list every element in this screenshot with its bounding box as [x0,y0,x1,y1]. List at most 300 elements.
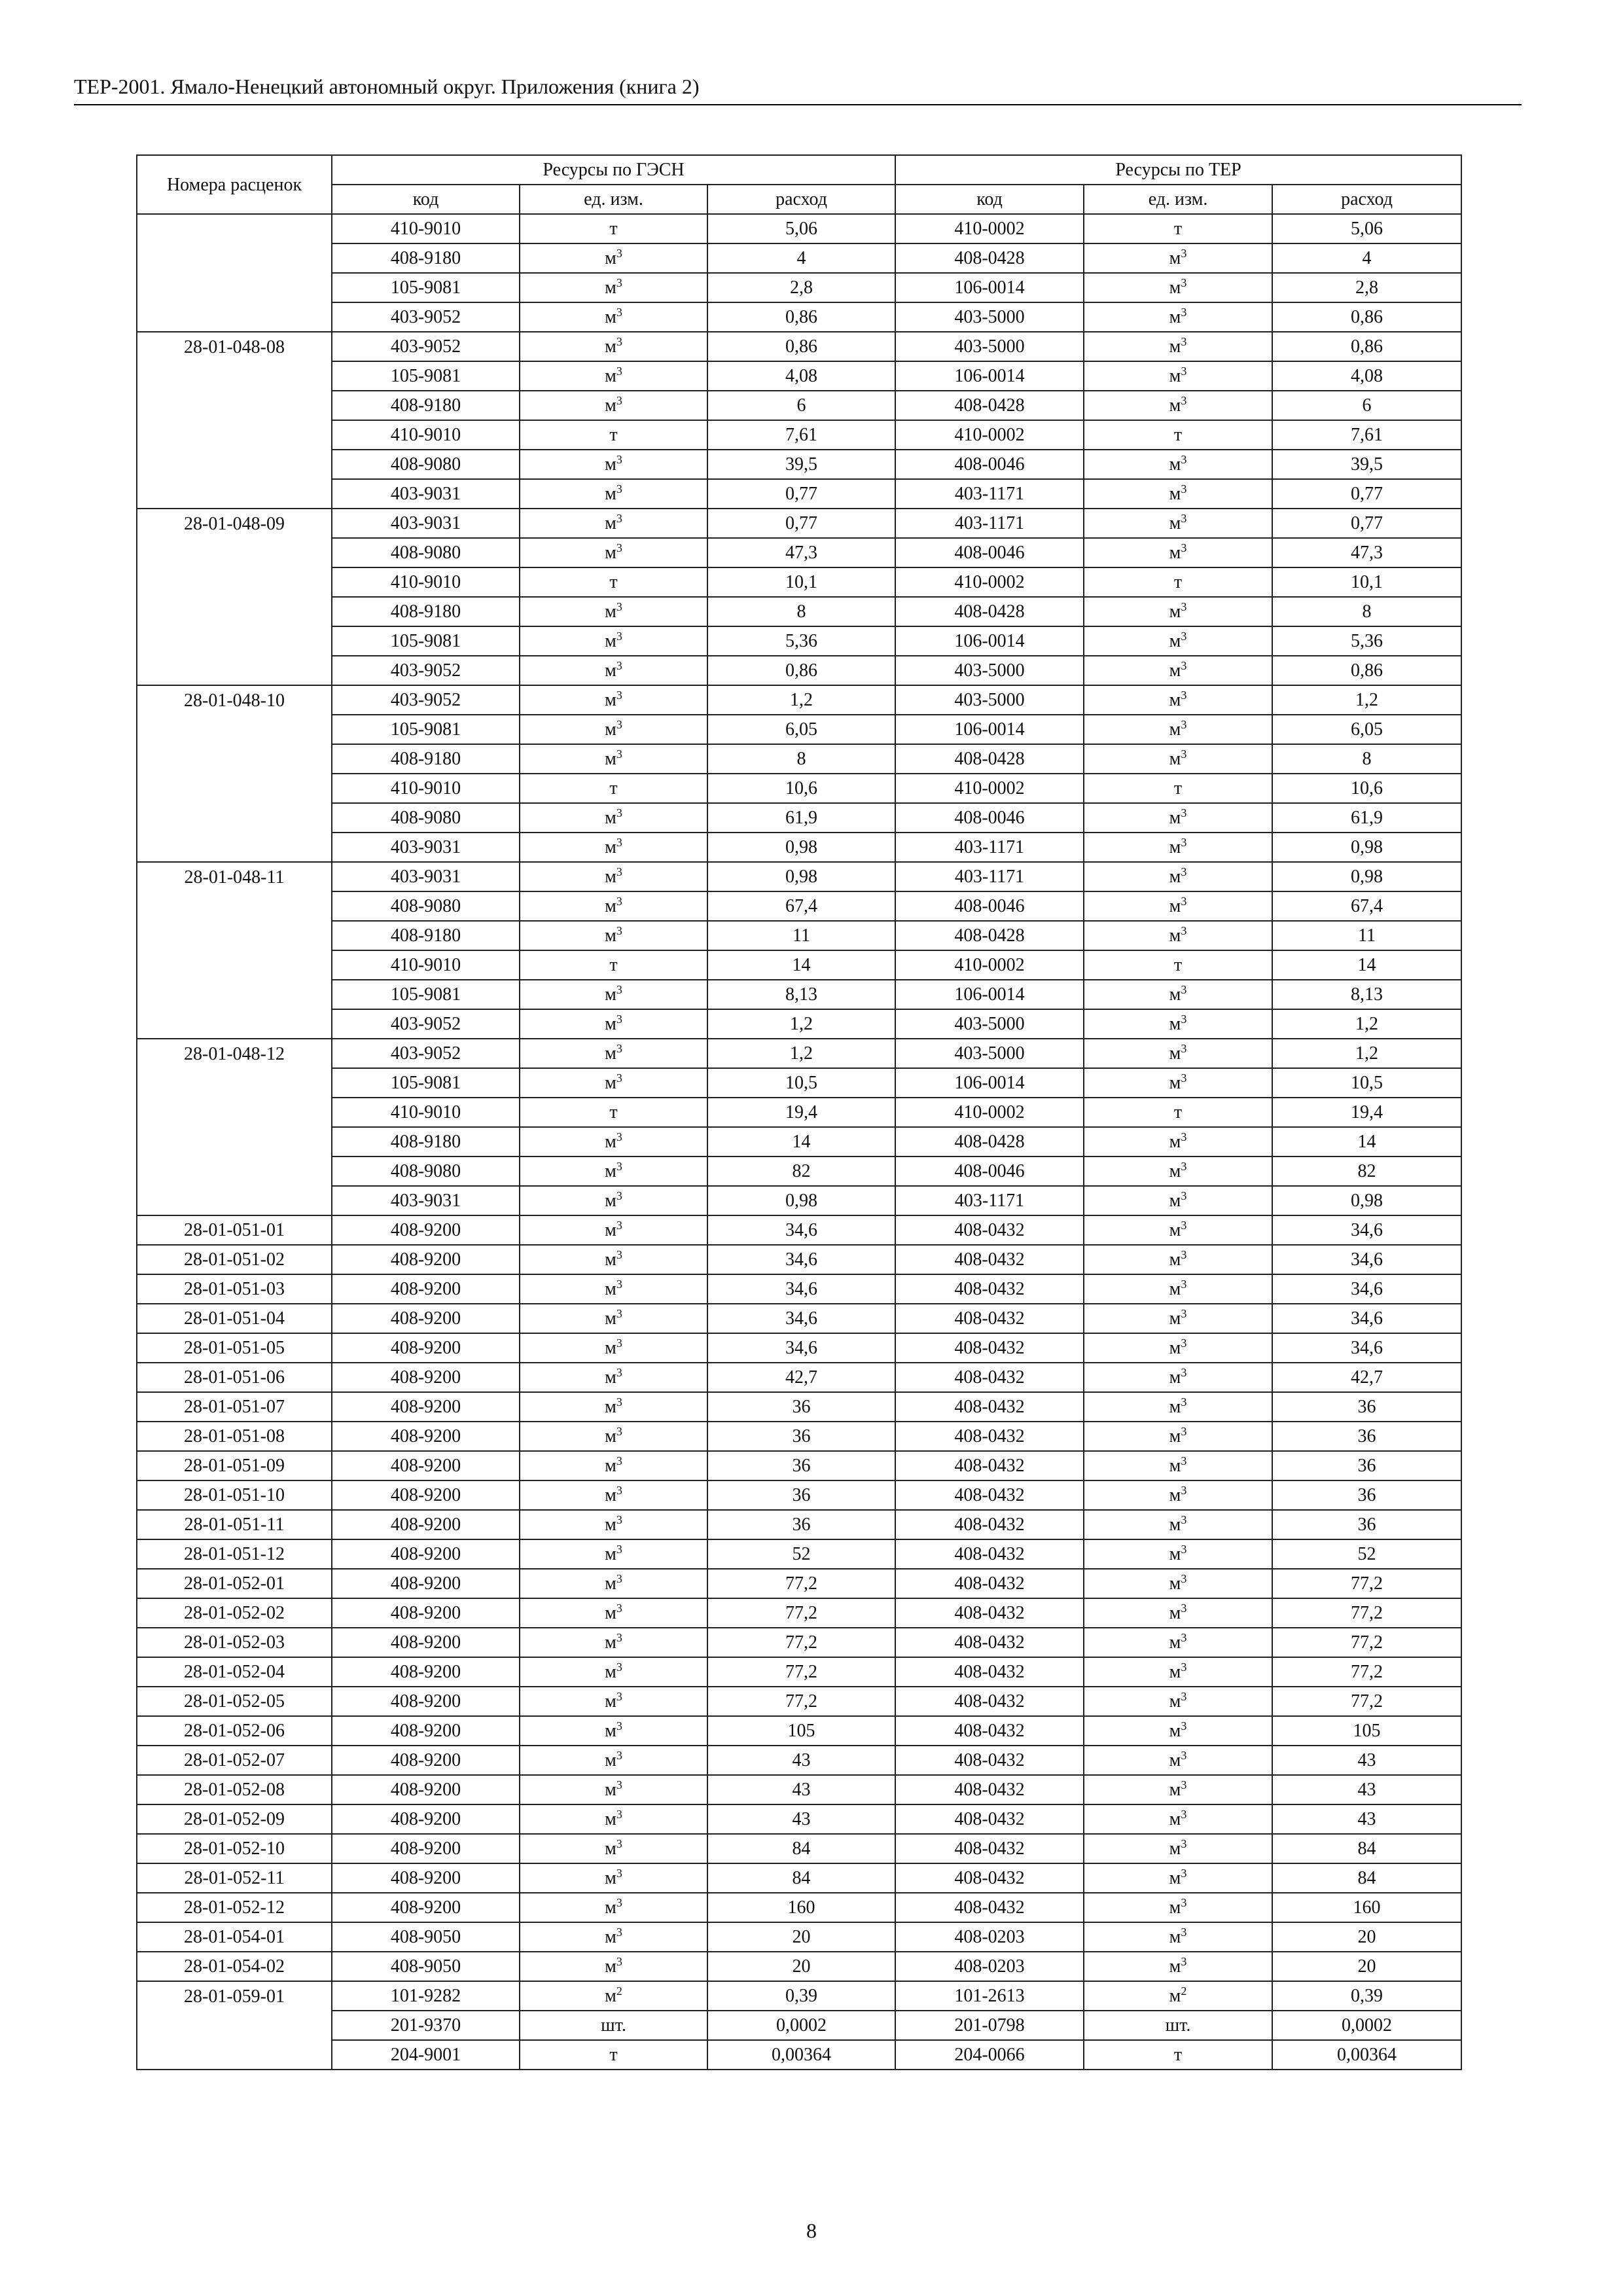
cell-gesn-unit: $м^3$ [520,391,707,420]
table-row [137,1215,1461,1245]
cell-gesn-unit: $м^3$ [520,1392,707,1422]
cell-ter-code: 403-1171 [895,862,1084,891]
cell-gesn-code: 408-9200 [332,1657,520,1687]
cell-gesn-unit: $м^3$ [520,1157,707,1186]
table-row [137,243,1461,273]
cell-gesn-code: 408-9200 [332,1598,520,1628]
cell-gesn-unit: $м^3$ [520,1510,707,1539]
cell-ter-code: 408-0046 [895,538,1084,567]
cell-ter-qty: 77,2 [1272,1657,1461,1687]
cell-gesn-qty: 6,05 [707,715,895,744]
cell-ter-code: 408-0432 [895,1539,1084,1569]
cell-rate-number: 28-01-052-01 [137,1569,332,1598]
cell-ter-unit: $м^3$ [1084,538,1272,567]
cell-gesn-qty: 34,6 [707,1215,895,1245]
cell-ter-unit: $м^3$ [1084,1068,1272,1098]
cell-gesn-unit: $м^3$ [520,1569,707,1598]
cell-ter-code: 403-5000 [895,302,1084,332]
cell-ter-unit: $м^3$ [1084,921,1272,950]
cell-ter-qty: 43 [1272,1746,1461,1775]
header-rule [74,104,1522,105]
cell-gesn-code: 408-9200 [332,1746,520,1775]
table-row [137,1922,1461,1952]
cell-gesn-unit: $м^3$ [520,1775,707,1804]
cell-ter-unit: $м^3$ [1084,391,1272,420]
cell-gesn-code: 408-9200 [332,1245,520,1274]
table-row [137,1127,1461,1157]
table-row [137,214,1461,243]
table-row [137,1451,1461,1480]
cell-ter-code: 408-0432 [895,1716,1084,1746]
cell-gesn-code: 403-9031 [332,862,520,891]
cell-gesn-code: 403-9052 [332,1039,520,1068]
cell-gesn-qty: 52 [707,1539,895,1569]
cell-gesn-qty: 82 [707,1157,895,1186]
cell-rate-number [137,950,332,980]
cell-rate-number: 28-01-052-10 [137,1834,332,1863]
cell-gesn-qty: 10,1 [707,567,895,597]
cell-ter-qty: 10,6 [1272,774,1461,803]
cell-gesn-unit: $м^3$ [520,1716,707,1746]
col-ter-unit: ед. изм. [1084,185,1272,214]
cell-ter-code: 408-0046 [895,891,1084,921]
cell-ter-qty: 0,39 [1272,1981,1461,2011]
cell-ter-code: 410-0002 [895,950,1084,980]
table-row [137,626,1461,656]
cell-ter-unit: $м^2$ [1084,1981,1272,2011]
cell-gesn-qty: 42,7 [707,1363,895,1392]
cell-gesn-unit: $м^3$ [520,744,707,774]
group-gesn: Ресурсы по ГЭСН [332,155,895,185]
cell-ter-qty: 0,98 [1272,862,1461,891]
table-header [137,155,1461,214]
cell-ter-qty: 36 [1272,1422,1461,1451]
cell-ter-code: 204-0066 [895,2040,1084,2070]
cell-ter-qty: 0,77 [1272,509,1461,538]
cell-gesn-code: 101-9282 [332,1981,520,2011]
cell-gesn-unit: $м^3$ [520,243,707,273]
table-row [137,2011,1461,2040]
cell-ter-qty: 43 [1272,1775,1461,1804]
cell-rate-number [137,891,332,921]
cell-gesn-unit: $м^3$ [520,1451,707,1480]
cell-ter-code: 403-5000 [895,332,1084,361]
cell-gesn-code: 408-9200 [332,1215,520,1245]
cell-gesn-code: 403-9052 [332,302,520,332]
cell-ter-qty: 4,08 [1272,361,1461,391]
cell-rate-number [137,2040,332,2070]
cell-ter-code: 408-0432 [895,1804,1084,1834]
cell-ter-qty: 34,6 [1272,1245,1461,1274]
resources-table [136,154,1462,2070]
cell-rate-number: 28-01-052-12 [137,1893,332,1922]
table-row [137,656,1461,685]
cell-rate-number: 28-01-052-05 [137,1687,332,1716]
cell-ter-code: 408-0432 [895,1657,1084,1687]
cell-rate-number: 28-01-048-08 [137,332,332,361]
cell-ter-unit: т [1084,1098,1272,1127]
cell-gesn-unit: $м^3$ [520,450,707,479]
col-gesn-code: код [332,185,520,214]
cell-gesn-qty: 43 [707,1775,895,1804]
cell-gesn-qty: 77,2 [707,1687,895,1716]
cell-gesn-qty: 67,4 [707,891,895,921]
table-row [137,361,1461,391]
cell-gesn-code: 408-9200 [332,1804,520,1834]
cell-gesn-unit: $м^3$ [520,1363,707,1392]
cell-ter-code: 408-0203 [895,1922,1084,1952]
cell-ter-unit: $м^3$ [1084,1157,1272,1186]
table-row [137,1687,1461,1716]
cell-ter-code: 408-0432 [895,1274,1084,1304]
cell-gesn-code: 105-9081 [332,626,520,656]
table-row [137,450,1461,479]
cell-ter-unit: $м^3$ [1084,1863,1272,1893]
cell-gesn-unit: $м^3$ [520,1687,707,1716]
table-row [137,538,1461,567]
cell-ter-unit: $м^3$ [1084,332,1272,361]
cell-rate-number [137,980,332,1009]
cell-gesn-code: 408-9200 [332,1539,520,1569]
cell-gesn-qty: 5,36 [707,626,895,656]
table-row [137,332,1461,361]
cell-gesn-unit: $м^3$ [520,509,707,538]
cell-gesn-code: 408-9200 [332,1628,520,1657]
table-row [137,1304,1461,1333]
cell-gesn-code: 408-9180 [332,243,520,273]
cell-gesn-code: 201-9370 [332,2011,520,2040]
cell-ter-code: 403-5000 [895,656,1084,685]
cell-rate-number: 28-01-051-06 [137,1363,332,1392]
cell-rate-number: 28-01-051-08 [137,1422,332,1451]
cell-gesn-unit: шт. [520,2011,707,2040]
cell-gesn-unit: т [520,774,707,803]
cell-rate-number: 28-01-052-04 [137,1657,332,1687]
cell-ter-code: 410-0002 [895,420,1084,450]
cell-gesn-code: 408-9200 [332,1893,520,1922]
cell-rate-number: 28-01-048-12 [137,1039,332,1068]
cell-ter-qty: 6 [1272,391,1461,420]
cell-ter-qty: 42,7 [1272,1363,1461,1392]
cell-rate-number [137,597,332,626]
cell-ter-code: 408-0046 [895,803,1084,833]
cell-ter-qty: 61,9 [1272,803,1461,833]
cell-ter-qty: 67,4 [1272,891,1461,921]
cell-ter-code: 408-0428 [895,744,1084,774]
cell-rate-number [137,803,332,833]
cell-gesn-code: 408-9200 [332,1274,520,1304]
cell-ter-qty: 1,2 [1272,685,1461,715]
cell-ter-qty: 10,5 [1272,1068,1461,1098]
cell-gesn-unit: $м^3$ [520,715,707,744]
cell-ter-unit: $м^3$ [1084,862,1272,891]
cell-gesn-unit: $м^3$ [520,833,707,862]
cell-gesn-unit: $м^3$ [520,1863,707,1893]
cell-gesn-code: 408-9200 [332,1392,520,1422]
cell-gesn-unit: $м^3$ [520,1834,707,1863]
table-row [137,715,1461,744]
cell-ter-unit: $м^3$ [1084,1304,1272,1333]
cell-gesn-unit: $м^3$ [520,1922,707,1952]
cell-gesn-unit: т [520,214,707,243]
cell-rate-number [137,420,332,450]
table-body [137,214,1461,2070]
cell-gesn-code: 403-9031 [332,1186,520,1215]
table-row [137,1098,1461,1127]
cell-ter-unit: $м^3$ [1084,1363,1272,1392]
cell-ter-qty: 1,2 [1272,1009,1461,1039]
table-row [137,1480,1461,1510]
cell-gesn-code: 408-9200 [332,1569,520,1598]
cell-ter-qty: 8 [1272,744,1461,774]
cell-gesn-qty: 0,86 [707,332,895,361]
cell-gesn-unit: т [520,950,707,980]
table-row [137,1422,1461,1451]
cell-gesn-qty: 6 [707,391,895,420]
cell-ter-unit: $м^3$ [1084,833,1272,862]
cell-ter-qty: 36 [1272,1510,1461,1539]
cell-gesn-qty: 10,5 [707,1068,895,1098]
cell-rate-number: 28-01-052-09 [137,1804,332,1834]
cell-gesn-qty: 19,4 [707,1098,895,1127]
cell-ter-unit: $м^3$ [1084,1392,1272,1422]
cell-ter-qty: 0,98 [1272,833,1461,862]
cell-ter-unit: $м^3$ [1084,1775,1272,1804]
cell-gesn-code: 408-9050 [332,1922,520,1952]
cell-ter-unit: $м^3$ [1084,715,1272,744]
cell-gesn-code: 408-9080 [332,538,520,567]
cell-ter-unit: $м^3$ [1084,302,1272,332]
cell-gesn-unit: $м^3$ [520,656,707,685]
cell-ter-unit: $м^3$ [1084,803,1272,833]
cell-ter-code: 106-0014 [895,1068,1084,1098]
cell-ter-code: 403-1171 [895,1186,1084,1215]
cell-ter-code: 106-0014 [895,715,1084,744]
cell-gesn-unit: $м^3$ [520,1068,707,1098]
cell-gesn-unit: $м^3$ [520,1009,707,1039]
cell-ter-code: 410-0002 [895,214,1084,243]
cell-gesn-unit: $м^3$ [520,1657,707,1687]
cell-ter-unit: $м^3$ [1084,450,1272,479]
cell-gesn-code: 408-9200 [332,1834,520,1863]
col-rate-numbers: Номера расценок [137,155,332,214]
cell-gesn-code: 408-9200 [332,1716,520,1746]
cell-ter-unit: $м^3$ [1084,1922,1272,1952]
cell-rate-number [137,1157,332,1186]
cell-rate-number: 28-01-048-09 [137,509,332,538]
cell-gesn-qty: 77,2 [707,1657,895,1687]
cell-gesn-code: 105-9081 [332,361,520,391]
table-row [137,744,1461,774]
cell-ter-qty: 6,05 [1272,715,1461,744]
cell-gesn-qty: 7,61 [707,420,895,450]
table-row [137,1863,1461,1893]
cell-gesn-code: 408-9200 [332,1304,520,1333]
cell-gesn-unit: $м^3$ [520,479,707,509]
cell-gesn-code: 410-9010 [332,950,520,980]
cell-ter-code: 403-5000 [895,685,1084,715]
cell-gesn-qty: 36 [707,1480,895,1510]
cell-rate-number [137,833,332,862]
table-row [137,567,1461,597]
cell-ter-unit: $м^3$ [1084,1657,1272,1687]
cell-rate-number: 28-01-051-10 [137,1480,332,1510]
table-row [137,1039,1461,1068]
cell-ter-unit: $м^3$ [1084,1039,1272,1068]
cell-gesn-unit: $м^3$ [520,1039,707,1068]
cell-rate-number [137,921,332,950]
cell-ter-qty: 20 [1272,1922,1461,1952]
cell-ter-unit: $м^3$ [1084,273,1272,302]
cell-rate-number [137,1186,332,1215]
cell-ter-unit: $м^3$ [1084,1628,1272,1657]
table-row [137,302,1461,332]
cell-gesn-qty: 84 [707,1863,895,1893]
cell-gesn-qty: 43 [707,1804,895,1834]
table-row [137,1569,1461,1598]
cell-gesn-qty: 105 [707,1716,895,1746]
cell-ter-unit: т [1084,2040,1272,2070]
cell-rate-number: 28-01-051-07 [137,1392,332,1422]
cell-gesn-unit: $м^3$ [520,980,707,1009]
cell-gesn-code: 410-9010 [332,1098,520,1127]
cell-ter-qty: 7,61 [1272,420,1461,450]
cell-rate-number [137,2011,332,2040]
table-row [137,1186,1461,1215]
cell-ter-unit: $м^3$ [1084,744,1272,774]
cell-gesn-qty: 1,2 [707,685,895,715]
cell-ter-qty: 0,86 [1272,656,1461,685]
cell-ter-code: 408-0432 [895,1510,1084,1539]
cell-ter-unit: $м^3$ [1084,626,1272,656]
table-row [137,862,1461,891]
cell-ter-code: 408-0046 [895,450,1084,479]
cell-ter-code: 408-0428 [895,391,1084,420]
cell-ter-code: 408-0432 [895,1392,1084,1422]
cell-gesn-unit: $м^3$ [520,1186,707,1215]
cell-gesn-code: 403-9052 [332,656,520,685]
cell-gesn-unit: $м^3$ [520,302,707,332]
cell-gesn-qty: 34,6 [707,1245,895,1274]
table-row [137,1068,1461,1098]
cell-ter-unit: $м^3$ [1084,1893,1272,1922]
table-row [137,1893,1461,1922]
cell-ter-code: 410-0002 [895,774,1084,803]
cell-gesn-qty: 0,98 [707,833,895,862]
cell-gesn-unit: $м^3$ [520,862,707,891]
cell-ter-code: 408-0046 [895,1157,1084,1186]
cell-ter-qty: 5,06 [1272,214,1461,243]
cell-rate-number: 28-01-052-03 [137,1628,332,1657]
cell-ter-unit: $м^3$ [1084,1186,1272,1215]
cell-ter-code: 408-0432 [895,1893,1084,1922]
cell-gesn-qty: 8,13 [707,980,895,1009]
cell-gesn-code: 408-9080 [332,1157,520,1186]
cell-ter-unit: $м^3$ [1084,1716,1272,1746]
cell-gesn-qty: 0,86 [707,656,895,685]
cell-rate-number: 28-01-054-01 [137,1922,332,1952]
cell-ter-qty: 36 [1272,1392,1461,1422]
cell-rate-number [137,1127,332,1157]
cell-ter-unit: $м^3$ [1084,1687,1272,1716]
cell-gesn-qty: 5,06 [707,214,895,243]
table-row [137,1746,1461,1775]
cell-ter-unit: $м^3$ [1084,1746,1272,1775]
cell-rate-number [137,744,332,774]
table-row [137,1834,1461,1863]
cell-ter-qty: 77,2 [1272,1687,1461,1716]
cell-ter-qty: 2,8 [1272,273,1461,302]
cell-ter-code: 106-0014 [895,626,1084,656]
cell-rate-number: 28-01-052-07 [137,1746,332,1775]
cell-gesn-qty: 14 [707,1127,895,1157]
table-row [137,774,1461,803]
table-row [137,597,1461,626]
cell-gesn-qty: 43 [707,1746,895,1775]
cell-ter-code: 408-0432 [895,1304,1084,1333]
cell-ter-unit: $м^3$ [1084,1510,1272,1539]
cell-gesn-code: 408-9180 [332,921,520,950]
cell-gesn-unit: $м^3$ [520,891,707,921]
table-row [137,273,1461,302]
table-row [137,921,1461,950]
table-row [137,391,1461,420]
cell-rate-number [137,1009,332,1039]
cell-gesn-unit: $м^3$ [520,1893,707,1922]
cell-gesn-unit: $м^3$ [520,1598,707,1628]
cell-ter-unit: $м^3$ [1084,243,1272,273]
cell-ter-code: 408-0432 [895,1215,1084,1245]
cell-gesn-code: 408-9200 [332,1422,520,1451]
col-ter-code: код [895,185,1084,214]
cell-ter-qty: 20 [1272,1952,1461,1981]
cell-gesn-code: 410-9010 [332,214,520,243]
cell-ter-qty: 10,1 [1272,567,1461,597]
cell-gesn-unit: т [520,1098,707,1127]
cell-ter-code: 408-0432 [895,1628,1084,1657]
cell-gesn-code: 105-9081 [332,1068,520,1098]
cell-ter-unit: $м^3$ [1084,656,1272,685]
cell-ter-code: 410-0002 [895,1098,1084,1127]
cell-rate-number [137,538,332,567]
cell-ter-code: 410-0002 [895,567,1084,597]
cell-gesn-code: 408-9180 [332,597,520,626]
cell-rate-number [137,715,332,744]
cell-rate-number [137,302,332,332]
cell-gesn-qty: 20 [707,1952,895,1981]
cell-ter-unit: $м^3$ [1084,1834,1272,1863]
cell-rate-number: 28-01-052-02 [137,1598,332,1628]
cell-rate-number: 28-01-051-04 [137,1304,332,1333]
cell-gesn-code: 410-9010 [332,774,520,803]
cell-gesn-qty: 2,8 [707,273,895,302]
cell-rate-number [137,774,332,803]
cell-gesn-qty: 47,3 [707,538,895,567]
cell-rate-number: 28-01-051-01 [137,1215,332,1245]
cell-ter-qty: 105 [1272,1716,1461,1746]
cell-gesn-qty: 1,2 [707,1009,895,1039]
cell-gesn-qty: 61,9 [707,803,895,833]
cell-ter-code: 408-0428 [895,1127,1084,1157]
table-row [137,2040,1461,2070]
cell-gesn-qty: 0,39 [707,1981,895,2011]
cell-rate-number: 28-01-052-08 [137,1775,332,1804]
cell-ter-unit: т [1084,567,1272,597]
cell-ter-qty: 0,77 [1272,479,1461,509]
cell-gesn-qty: 36 [707,1451,895,1480]
cell-gesn-code: 408-9200 [332,1775,520,1804]
cell-gesn-unit: $м^3$ [520,538,707,567]
